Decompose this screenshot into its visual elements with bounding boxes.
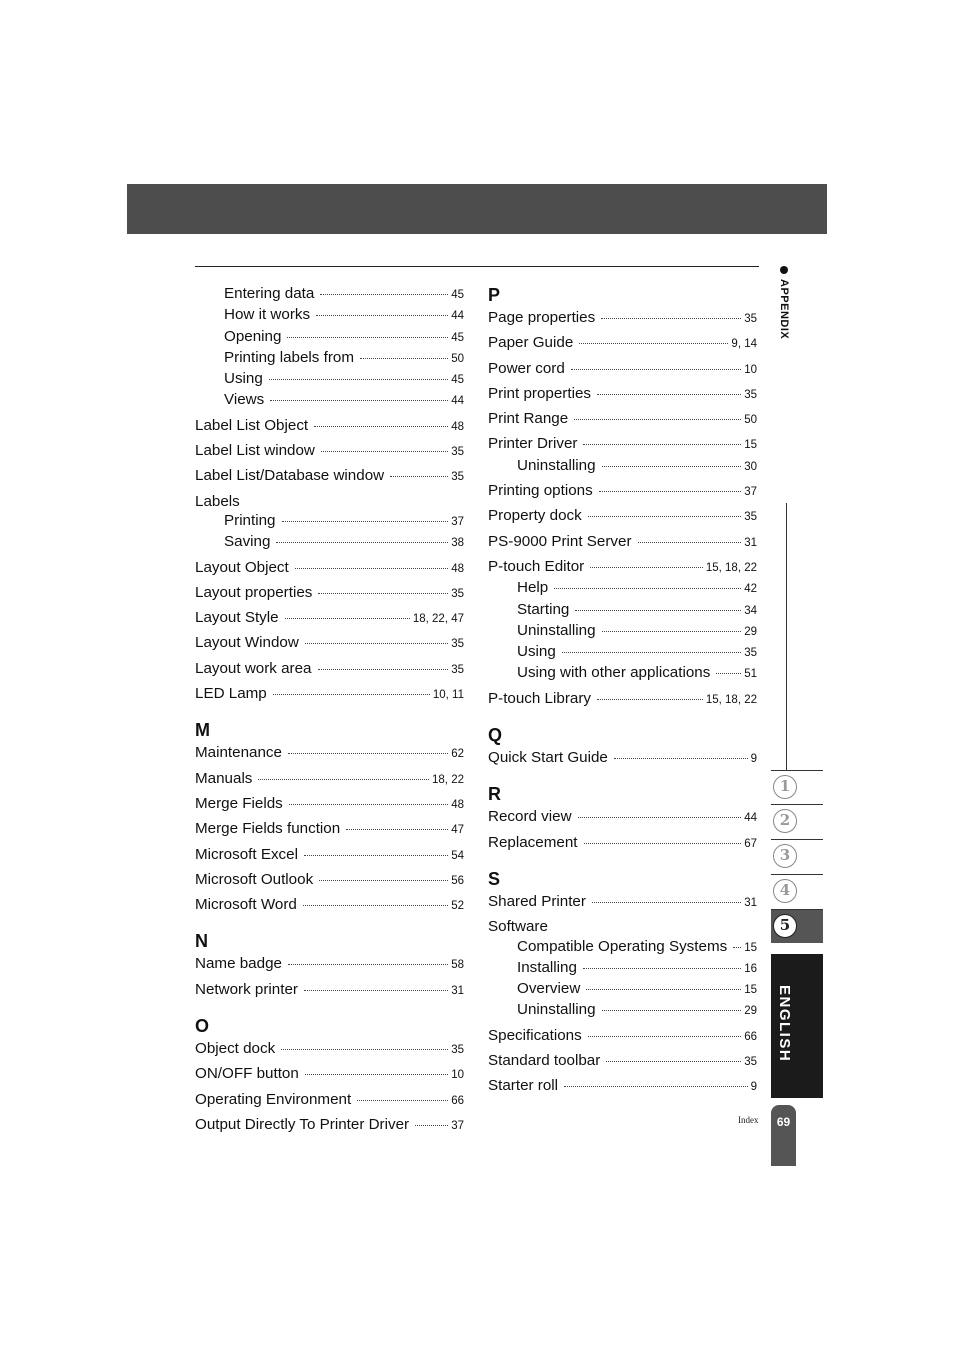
dot-leader xyxy=(578,817,742,818)
dot-leader xyxy=(588,516,742,517)
dot-leader xyxy=(320,294,448,295)
page-reference[interactable]: 48 xyxy=(451,798,464,811)
dot-leader xyxy=(574,419,741,420)
index-term: Starting xyxy=(517,600,570,618)
dot-leader xyxy=(584,843,742,844)
index-subentry xyxy=(488,1000,757,1021)
page-reference[interactable]: 47 xyxy=(451,824,464,837)
index-term: Entering data xyxy=(224,285,315,302)
index-column-left xyxy=(195,284,464,1136)
page-reference[interactable]: 35 xyxy=(744,1056,757,1069)
dot-leader xyxy=(304,855,448,856)
index-entry xyxy=(488,892,757,913)
page-reference[interactable]: 35 xyxy=(744,511,757,524)
page-reference[interactable]: 31 xyxy=(744,536,757,549)
page-number: 69 xyxy=(776,1115,791,1129)
index-subentry xyxy=(488,937,757,958)
section-label: APPENDIX xyxy=(778,279,790,340)
index-term: Network printer xyxy=(195,980,298,998)
page-reference[interactable]: 45 xyxy=(451,374,464,387)
index-term: How it works xyxy=(224,306,311,324)
dot-leader xyxy=(554,588,741,589)
dot-leader xyxy=(269,379,448,380)
index-entry xyxy=(488,557,757,578)
index-term: Layout Style xyxy=(195,609,279,627)
page-reference[interactable]: 44 xyxy=(451,395,464,408)
top-rule xyxy=(195,266,759,267)
dot-leader xyxy=(273,694,430,695)
page-reference[interactable]: 50 xyxy=(744,414,757,427)
dot-leader xyxy=(590,567,703,568)
dot-leader xyxy=(602,1010,742,1011)
dot-leader xyxy=(592,902,741,903)
index-term: Printing xyxy=(224,511,276,529)
index-entry xyxy=(195,441,464,462)
dot-leader xyxy=(288,964,448,965)
page-reference[interactable]: 31 xyxy=(744,896,757,909)
page-reference[interactable]: 45 xyxy=(451,331,464,344)
index-term: Using xyxy=(517,643,556,661)
page-reference[interactable]: 9 xyxy=(750,1081,757,1094)
index-term: Installing xyxy=(517,958,577,976)
chapter-tab-3[interactable] xyxy=(771,839,823,873)
page-reference[interactable]: 52 xyxy=(451,900,464,913)
dot-leader xyxy=(575,610,741,611)
page-reference[interactable]: 44 xyxy=(451,310,464,323)
index-term: Printer Driver xyxy=(488,435,578,453)
index-term: Name badge xyxy=(195,955,282,973)
dot-leader xyxy=(733,947,741,948)
index-entry xyxy=(195,743,464,764)
index-term: Microsoft Outlook xyxy=(195,870,314,888)
page-reference[interactable]: 35 xyxy=(451,1044,464,1057)
page-reference[interactable]: 42 xyxy=(744,583,757,596)
index-term: Layout properties xyxy=(195,583,313,601)
index-term: Overview xyxy=(517,980,581,998)
index-subentry xyxy=(195,327,464,348)
chapter-tab-2[interactable] xyxy=(771,804,823,838)
page-reference[interactable]: 9, 14 xyxy=(731,338,757,351)
page-reference[interactable]: 37 xyxy=(744,486,757,499)
dot-leader xyxy=(321,451,448,452)
index-entry xyxy=(488,1076,757,1097)
index-subentry xyxy=(195,390,464,411)
dot-leader xyxy=(390,476,448,477)
page-reference[interactable]: 51 xyxy=(744,668,757,681)
index-term: LED Lamp xyxy=(195,685,267,703)
chapter-5-icon: 5 xyxy=(773,914,797,938)
dot-leader xyxy=(287,337,448,338)
index-entry xyxy=(488,308,757,329)
dot-leader xyxy=(583,444,741,445)
index-subentry xyxy=(195,532,464,553)
index-term: Label List window xyxy=(195,442,315,460)
chapter-1-icon: 1 xyxy=(773,775,797,799)
index-subentry xyxy=(488,456,757,477)
page-reference[interactable]: 16 xyxy=(744,962,757,975)
page-reference[interactable]: 10 xyxy=(744,363,757,376)
index-entry xyxy=(195,608,464,629)
dot-leader xyxy=(305,643,448,644)
dot-leader xyxy=(583,968,741,969)
page-reference[interactable]: 35 xyxy=(451,638,464,651)
dot-leader xyxy=(303,905,448,906)
index-term: Software xyxy=(488,918,548,936)
page-reference[interactable]: 48 xyxy=(451,420,464,433)
index-entry xyxy=(488,506,757,527)
index-entry xyxy=(488,359,757,380)
index-term: Shared Printer xyxy=(488,892,586,910)
dot-leader xyxy=(602,631,742,632)
index-subentry xyxy=(488,578,757,599)
page-reference[interactable]: 29 xyxy=(744,1005,757,1018)
language-label: ENGLISH xyxy=(776,985,793,1063)
page-reference[interactable]: 35 xyxy=(451,587,464,600)
dot-leader xyxy=(564,1086,748,1087)
index-subentry xyxy=(488,621,757,642)
index-term: Microsoft Word xyxy=(195,896,297,914)
index-term: Printing labels from xyxy=(224,348,354,366)
index-term: Saving xyxy=(224,533,271,551)
dot-leader xyxy=(716,673,741,674)
index-term: Layout work area xyxy=(195,659,312,677)
index-entry xyxy=(488,434,757,455)
index-entry xyxy=(488,807,757,828)
index-term: PS-9000 Print Server xyxy=(488,532,632,550)
page-reference[interactable]: 35 xyxy=(451,663,464,676)
dot-leader xyxy=(282,521,449,522)
page-reference[interactable]: 31 xyxy=(451,984,464,997)
page-reference[interactable]: 58 xyxy=(451,959,464,972)
chapter-tab-5[interactable] xyxy=(771,909,823,943)
index-entry xyxy=(195,684,464,705)
dot-leader xyxy=(285,618,410,619)
index-entry xyxy=(488,689,757,710)
index-letter-heading: P xyxy=(488,285,501,305)
index-term: Power cord xyxy=(488,359,565,377)
page-reference[interactable]: 35 xyxy=(744,388,757,401)
index-entry xyxy=(195,1090,464,1111)
index-term: Object dock xyxy=(195,1040,276,1058)
dot-leader xyxy=(602,466,742,467)
page-reference[interactable]: 37 xyxy=(451,1119,464,1132)
dot-leader xyxy=(606,1061,741,1062)
header-band xyxy=(127,184,827,234)
index-term: Microsoft Excel xyxy=(195,845,298,863)
bullet-icon xyxy=(780,266,788,274)
index-term: Opening xyxy=(224,327,282,345)
page-reference[interactable]: 10, 11 xyxy=(432,689,464,702)
index-term: Labels xyxy=(195,492,240,510)
index-term: Merge Fields function xyxy=(195,820,341,838)
index-term: Merge Fields xyxy=(195,794,283,812)
index-term: Page properties xyxy=(488,309,596,326)
index-entry xyxy=(195,845,464,866)
dot-leader xyxy=(258,779,429,780)
index-term: Starter roll xyxy=(488,1077,559,1095)
page-reference[interactable]: 15 xyxy=(744,439,757,452)
dot-leader xyxy=(318,669,449,670)
index-term: ON/OFF button xyxy=(195,1065,299,1083)
index-term: Views xyxy=(224,391,265,409)
page-reference[interactable]: 18, 22, 47 xyxy=(412,613,464,626)
index-term: Print Range xyxy=(488,410,569,428)
index-term: Label List/Database window xyxy=(195,467,385,485)
chapter-4-icon: 4 xyxy=(773,879,797,903)
index-entry xyxy=(195,416,464,437)
dot-leader xyxy=(305,1074,448,1075)
dot-leader xyxy=(571,369,741,370)
page-reference[interactable]: 15, 18, 22 xyxy=(705,693,757,706)
index-term: Manuals xyxy=(195,769,253,787)
index-entry xyxy=(488,833,757,854)
page-reference[interactable]: 30 xyxy=(744,460,757,473)
dot-leader xyxy=(357,1100,448,1101)
dot-leader xyxy=(314,426,448,427)
chapter-tab-1[interactable] xyxy=(771,770,823,804)
index-term: Layout Window xyxy=(195,634,299,652)
dot-leader xyxy=(276,542,448,543)
index-subentry xyxy=(488,979,757,1000)
index-column-right xyxy=(488,284,757,1098)
chapter-tab-4[interactable] xyxy=(771,874,823,908)
index-term: Uninstalling xyxy=(517,1001,596,1019)
index-entry xyxy=(195,492,464,511)
index-term: Uninstalling xyxy=(517,621,596,639)
index-entry xyxy=(195,1039,464,1060)
index-term: Record view xyxy=(488,808,572,826)
index-entry xyxy=(488,748,757,769)
page-reference[interactable]: 35 xyxy=(451,471,464,484)
page-reference[interactable]: 66 xyxy=(451,1094,464,1107)
page-reference[interactable]: 54 xyxy=(451,849,464,862)
dot-leader xyxy=(597,699,703,700)
index-subentry xyxy=(195,369,464,390)
index-letter-heading: R xyxy=(488,784,501,805)
index-term: Printing options xyxy=(488,482,593,500)
index-term: P-touch Editor xyxy=(488,557,585,575)
index-entry xyxy=(195,466,464,487)
dot-leader xyxy=(319,880,448,881)
index-term: Quick Start Guide xyxy=(488,749,608,767)
page-reference[interactable]: 67 xyxy=(744,837,757,850)
index-subentry xyxy=(195,348,464,369)
index-entry xyxy=(195,794,464,815)
dot-leader xyxy=(281,1049,448,1050)
index-term: Standard toolbar xyxy=(488,1052,601,1070)
index-entry xyxy=(195,1115,464,1136)
dot-leader xyxy=(601,318,741,319)
index-term: Help xyxy=(517,579,549,597)
dot-leader xyxy=(288,753,448,754)
index-subentry xyxy=(195,284,464,305)
dot-leader xyxy=(599,491,742,492)
index-term: Operating Environment xyxy=(195,1090,352,1108)
page-reference[interactable]: 38 xyxy=(451,537,464,550)
page-reference[interactable]: 66 xyxy=(744,1030,757,1043)
page-reference[interactable]: 10 xyxy=(451,1069,464,1082)
index-term: Label List Object xyxy=(195,416,309,434)
index-entry xyxy=(488,1026,757,1047)
index-subentry xyxy=(195,305,464,326)
dot-leader xyxy=(614,758,748,759)
dot-leader xyxy=(295,568,448,569)
index-term: P-touch Library xyxy=(488,689,591,707)
page-reference[interactable]: 37 xyxy=(451,515,464,528)
index-term: Using with other applications xyxy=(517,664,711,682)
index-entry xyxy=(195,895,464,916)
index-term: Uninstalling xyxy=(517,456,596,474)
page-reference[interactable]: 18, 22 xyxy=(432,773,464,786)
index-term: Using xyxy=(224,370,263,388)
index-entry xyxy=(488,384,757,405)
index-entry xyxy=(488,1051,757,1072)
dot-leader xyxy=(562,652,741,653)
index-term: Output Directly To Printer Driver xyxy=(195,1115,410,1133)
index-term: Replacement xyxy=(488,833,578,851)
dot-leader xyxy=(289,804,448,805)
index-letter-heading: S xyxy=(488,868,501,889)
page-reference[interactable]: 15 xyxy=(744,984,757,997)
index-entry xyxy=(195,583,464,604)
page-reference[interactable]: 15 xyxy=(744,941,757,954)
index-letter-heading: M xyxy=(195,720,210,741)
index-entry xyxy=(195,954,464,975)
page-reference[interactable]: 50 xyxy=(451,352,464,365)
page-reference[interactable]: 29 xyxy=(744,625,757,638)
dot-leader xyxy=(415,1125,448,1126)
index-letter-heading: N xyxy=(195,931,208,952)
index-term: Maintenance xyxy=(195,744,282,762)
index-subentry xyxy=(488,642,757,663)
index-term: Layout Object xyxy=(195,558,289,576)
index-subentry xyxy=(488,958,757,979)
index-term: Print properties xyxy=(488,384,591,402)
dot-leader xyxy=(346,829,448,830)
chapter-3-icon: 3 xyxy=(773,844,797,868)
dot-leader xyxy=(638,542,742,543)
index-entry xyxy=(195,659,464,680)
index-subentry xyxy=(195,511,464,532)
index-subentry xyxy=(488,600,757,621)
index-entry xyxy=(488,409,757,430)
page-reference[interactable]: 56 xyxy=(451,874,464,887)
page-reference[interactable]: 62 xyxy=(451,748,464,761)
index-subentry xyxy=(488,663,757,684)
page-reference[interactable]: 34 xyxy=(744,604,757,617)
dot-leader xyxy=(588,1036,741,1037)
page-reference[interactable]: 45 xyxy=(451,289,464,301)
dot-leader xyxy=(316,315,448,316)
index-term: Property dock xyxy=(488,507,582,525)
index-term: Paper Guide xyxy=(488,334,574,352)
index-term: Specifications xyxy=(488,1026,582,1044)
index-term: Compatible Operating Systems xyxy=(517,937,728,955)
index-entry xyxy=(488,333,757,354)
page-reference[interactable]: 15, 18, 22 xyxy=(705,561,757,574)
index-entry xyxy=(195,870,464,891)
dot-leader xyxy=(318,593,448,594)
dot-leader xyxy=(304,990,448,991)
index-entry xyxy=(195,1064,464,1085)
index-entry xyxy=(195,633,464,654)
page-reference[interactable]: 48 xyxy=(451,562,464,575)
page-reference[interactable]: 35 xyxy=(451,446,464,459)
sidebar-divider xyxy=(786,503,787,771)
dot-leader xyxy=(597,394,741,395)
dot-leader xyxy=(586,989,741,990)
dot-leader xyxy=(360,358,448,359)
page-reference[interactable]: 35 xyxy=(744,647,757,660)
index-entry xyxy=(488,917,757,936)
index-entry xyxy=(195,558,464,579)
dot-leader xyxy=(270,400,448,401)
index-entry xyxy=(195,769,464,790)
page-reference[interactable]: 44 xyxy=(744,812,757,825)
index-entry xyxy=(488,481,757,502)
index-entry xyxy=(488,532,757,553)
chapter-2-icon: 2 xyxy=(773,809,797,833)
dot-leader xyxy=(579,343,728,344)
index-letter-heading: Q xyxy=(488,725,503,746)
footer-label: Index xyxy=(738,1115,759,1125)
index-entry xyxy=(195,980,464,1001)
index-letter-heading: O xyxy=(195,1016,210,1037)
index-entry xyxy=(195,819,464,840)
page-reference[interactable]: 9 xyxy=(750,753,757,766)
page-reference[interactable]: 35 xyxy=(744,313,757,325)
